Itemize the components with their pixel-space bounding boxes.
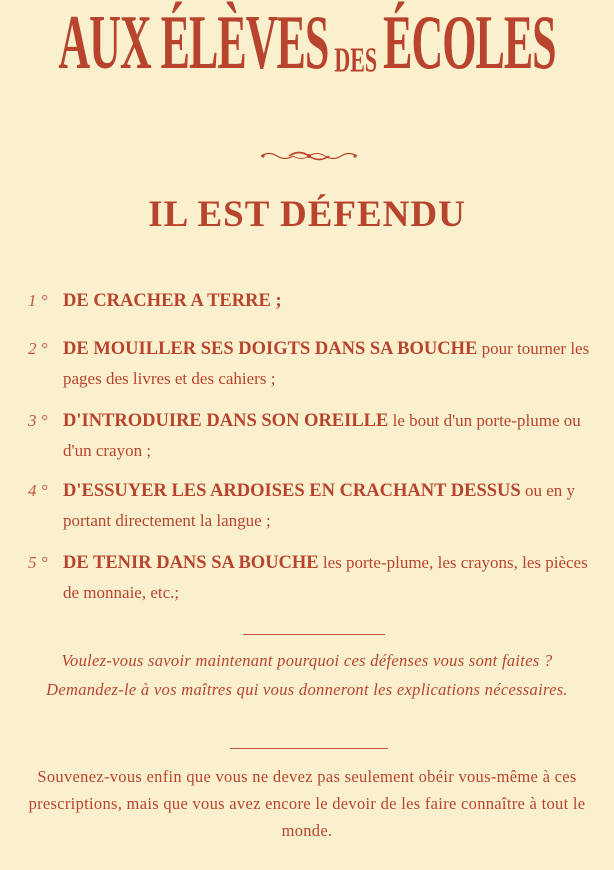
rule-number: 1 ° [28, 291, 48, 310]
rule-number: 3 ° [28, 411, 48, 430]
rule-item-3 [28, 406, 598, 465]
rule-strong-text: D'INTRODUIRE DANS SON OREILLE [63, 411, 389, 431]
rule-normal-text: ou en y portant directement la langue ; [63, 481, 575, 530]
italic-paragraph: Voulez-vous savoir maintenant pourquoi ces défenses vous sont faites ? Demandez-le à vos maîtres qui vous donneront les explications nécessaires. [46, 651, 568, 699]
rule-number: 5 ° [28, 553, 48, 572]
poster-title [0, 0, 614, 86]
rule-number: 2 ° [28, 339, 48, 358]
rule-strong-text: D'ESSUYER LES ARDOISES EN CRACHANT DESSUS [63, 481, 521, 501]
heading-il-est-defendu: IL EST DÉFENDU [148, 194, 466, 235]
divider-bottom [230, 748, 388, 749]
rule-strong-text: DE TENIR DANS SA BOUCHE [63, 553, 319, 573]
rule-number: 4 ° [28, 481, 48, 500]
rule-normal-text: les porte-plume, les crayons, les pièces de monnaie, etc.; [63, 553, 588, 602]
title-part-3: ÉCOLES [383, 0, 556, 86]
divider-top [243, 634, 385, 635]
final-paragraph: Souvenez-vous enfin que vous ne devez pas seulement obéir vous-même à ces prescriptions, mais que vous avez encore le devoir de les faire connaître à tout le monde. [28, 767, 586, 840]
rule-item-4 [28, 476, 598, 535]
rule-strong-text: DE MOUILLER SES DOIGTS DANS SA BOUCHE [63, 339, 478, 359]
rule-normal-text: le bout d'un porte-plume ou d'un crayon ; [63, 411, 581, 460]
rule-item-5 [28, 548, 598, 607]
rule-normal-text: pour tourner les pages des livres et des cahiers ; [63, 339, 590, 388]
rule-strong-text: DE CRACHER A TERRE ; [63, 291, 282, 311]
ornament-flourish-icon [259, 149, 359, 163]
rule-item-1 [28, 286, 598, 316]
title-part-1: AUX ÉLÈVES [58, 0, 329, 86]
rule-item-2 [28, 334, 598, 393]
title-part-2: DES [334, 39, 378, 80]
